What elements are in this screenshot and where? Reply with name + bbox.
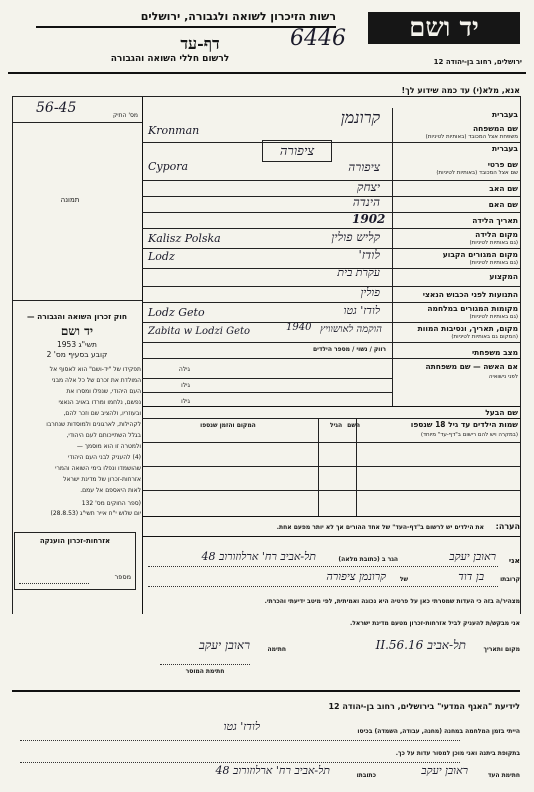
memorial-citizenship-box: [14, 532, 136, 590]
gazette-date: יום שלוש י"ח אייר תשי"ג (28.8.53): [50, 510, 141, 517]
law-line: לקהילות, לארגונים ולמוסדות שנחרבו: [46, 421, 141, 428]
declarant-address-label: הגר ב (כתובת מלאה): [338, 556, 398, 563]
place-date-value: תל-אביב 16.II.56: [375, 638, 466, 652]
law-line: ובעוזריו, ולהציב שם וזכר להם,: [63, 410, 141, 417]
value-first-name-lat: Cypora: [148, 160, 189, 173]
law-line: לאות היאספם אל עמם.: [80, 487, 141, 494]
law-line: שהושמדו ונפלו בימי השואה והמרי: [55, 465, 141, 472]
footer-line2: בתקופת ביתנה ואני מוכן למסור עדות על כך.: [395, 750, 520, 757]
children-title: שמות הילדים עד גיל 18 שנספו: [410, 420, 518, 429]
request-text: אני מבקש/ת להעניק לביל אזרחות-זכרון מטעם מדינת ישראל.: [349, 620, 520, 627]
signature-label: חתימה: [267, 646, 286, 653]
law-line: בגלל השתייכותם לעם היהודי,: [66, 432, 141, 439]
declaration-text: מצהיר/ה בזה כי העדות שמסרתי כאן על פרטיה היא נכונה ואמיתית, לפי מיטב ידיעתי והכרתי.: [264, 598, 520, 605]
place-date-label: מקום ותאריך: [483, 646, 520, 653]
label-occupation: המקצוע: [489, 272, 518, 281]
declarant-ani: אני: [508, 556, 520, 565]
file-no-value: 56-45: [36, 100, 77, 116]
law-section: קובע בסעיף מס' 2: [46, 350, 108, 359]
label-father-name: שם האב: [489, 184, 518, 193]
label-family-name-sub: משפחת אצל המכובד (באותיות לטיניות): [425, 134, 518, 140]
footer-line1-value: לודז' גטו: [223, 720, 260, 733]
law-line: העם היהודי, שנפלו ומסרו את: [66, 388, 141, 395]
instruction: אנא, מלא(י) עד כמה שידוע לך!: [401, 86, 520, 95]
label-war-residence-sub: (גם באותיות לטיניות): [469, 314, 518, 320]
label-war-residence: מקומות המגורים במלחמה: [427, 304, 518, 313]
footer-address-value: תל-אביב רח' ארלוזורוב 48: [215, 764, 330, 777]
logo-text: יד ושם: [409, 13, 479, 43]
footer-sig-value: ראובן יעקב: [421, 764, 468, 777]
footer-line1: הייתי בזמן המלחמה במחנה (מחנה, עבודה, השמדה) בכיסו: [357, 728, 520, 735]
label-residence: מקום המגורים הקבוע: [442, 250, 518, 259]
deceased-label: של: [399, 576, 408, 583]
law-title: חוק זכרון השואה והגבורה —: [26, 312, 128, 321]
label-residence-sub: (גם באותיות לטיניות): [469, 260, 518, 266]
law-line: (4) להעניק לבני העם היהודי: [68, 454, 141, 461]
value-mother-name: הינדה: [352, 195, 380, 209]
boxed-first-name-text: ציפורה: [279, 144, 315, 159]
yad-vashem-logo: [368, 12, 520, 44]
label-movements: התנועות לפני הכבוש הנאצי: [422, 290, 518, 299]
value-death-he: הוקמה לאושוויץ: [319, 324, 382, 335]
value-father-name: יצחק: [357, 180, 380, 194]
label-mother-name: שם האם: [488, 200, 518, 209]
value-war-residence-he: לודז' גטו: [343, 304, 380, 317]
value-family-name-he: קרונמן: [340, 108, 380, 127]
deceased-value: קרונמן ציפורה: [326, 570, 386, 583]
file-no-label: מס' התיק: [113, 112, 138, 119]
memorial-box-title: אזרחות-זכרון הוענקה: [39, 537, 111, 545]
relation-label: קרובתו: [500, 576, 520, 583]
label-birth-place-sub: (גם באותיות לטיניות): [469, 240, 518, 246]
footer-address-label: כתובתו: [356, 772, 376, 779]
label-first-name: שם פרטי: [487, 160, 518, 169]
law-line: המולדת את זכרם של כל אלה מבני: [51, 377, 141, 384]
col-place: המקום והזמן שנספו: [200, 422, 256, 429]
label-birth-place: מקום הלידה: [475, 230, 518, 239]
label-family-name: שם המשפחה: [472, 124, 518, 133]
boxed-first-name: [262, 140, 332, 162]
value-movements: פולין: [360, 286, 380, 299]
relation-value: בן דוד: [458, 570, 484, 583]
value-marital: רווק / נשוי / מספר הילדים: [312, 346, 386, 353]
label-birth-date: תאריך הלידה: [472, 216, 518, 225]
label-death: מקום, תאריך, ונסיבות המוות: [417, 324, 518, 333]
spouse-row-label: גילה: [178, 366, 190, 373]
value-birth-place-he: קליש פולין: [331, 230, 380, 244]
law-name: יד ושם: [60, 324, 94, 338]
address: ירושלים, רחוב בן-יהודה 12: [433, 58, 522, 66]
value-birth-date: 1902: [352, 212, 386, 226]
value-occupation: עקרת בית: [337, 266, 380, 279]
footer-sig-label: חתימת העד: [487, 772, 520, 779]
value-death-year: 1940: [286, 322, 312, 333]
label-death-sub: (המקום גם באותיות לטיניות): [451, 334, 518, 340]
law-line: תפקידו של "יד-ושם" הוא לאסוף אל: [49, 366, 141, 373]
label-marital: מצב משפחתי: [471, 348, 518, 357]
photo-label: תמונה: [60, 196, 80, 204]
label-first-name-col: בעברית: [492, 144, 518, 153]
law-line: נפשם, נלחמו ומרדו באויב הנאצי: [58, 399, 141, 406]
col-age: הגיל: [329, 422, 343, 429]
declarant-name: ראובן יעקב: [449, 550, 496, 563]
spouse-row-label: גילו: [181, 382, 190, 389]
signature-value: ראובן יעקב: [199, 638, 250, 652]
law-line: אזרחות-זכרון של מדינת ישראל: [63, 476, 141, 483]
witness-label: חתימת המוסר: [185, 668, 225, 675]
footer-header: לידיעת "האגף המדעי" בירושלים, רחוב בן-יהודה 12: [328, 702, 520, 711]
gazette-ref: (ספר החוקים מס' 132: [81, 500, 141, 507]
value-first-name-he: ציפורה: [348, 160, 380, 174]
label-wife-maiden: אם האשה — שם משפחתה: [425, 362, 518, 371]
law-line: ולמטרה זו הוא מוסמך —: [76, 443, 141, 450]
form-title: דף-עד: [180, 34, 220, 53]
children-sub: (במקרה ויש להם רישום ב"דף-עד" מיוחד): [420, 432, 518, 438]
value-death-lat: Zabita w Lodzi Geto: [148, 326, 251, 337]
law-text: [14, 364, 141, 496]
spouse-row-label: גילו: [181, 398, 190, 405]
law-year: תשי"ג 1953: [57, 340, 97, 349]
header-top-line: רשות הזיכרון לשואה ולגבורה, ירושלים: [140, 10, 336, 23]
value-war-residence-lat: Lodz Geto: [148, 306, 205, 319]
label-wife-maiden-sub: לפני נישואיה: [488, 374, 518, 380]
note-text: את הילדים יש לרשום ב"דף-העד" של אחד ההורים אך לא יותר מפעם אחת.: [276, 524, 484, 531]
handwritten-number: 6446: [290, 26, 346, 51]
value-residence-lat: Lodz: [148, 250, 175, 263]
col-name: השם: [347, 422, 360, 429]
form-subtitle: לרשום חללי השואה והגבורה: [110, 54, 230, 64]
declarant-address: תל-אביב רח' ארלוזורוב 48: [201, 550, 316, 563]
value-residence-he: לודז': [358, 248, 380, 262]
label-husband: שם הבעל: [485, 408, 518, 417]
value-family-name-lat: Kronman: [148, 124, 200, 137]
note-label: הערה:: [495, 522, 520, 531]
label-family-name-col: בעברית: [492, 110, 518, 119]
label-first-name-sub: שם אצל המכובד (באותיות לטיניות): [436, 170, 518, 176]
value-birth-place-lat: Kalisz Polska: [148, 232, 221, 245]
memorial-box-no: מספר: [114, 573, 131, 581]
